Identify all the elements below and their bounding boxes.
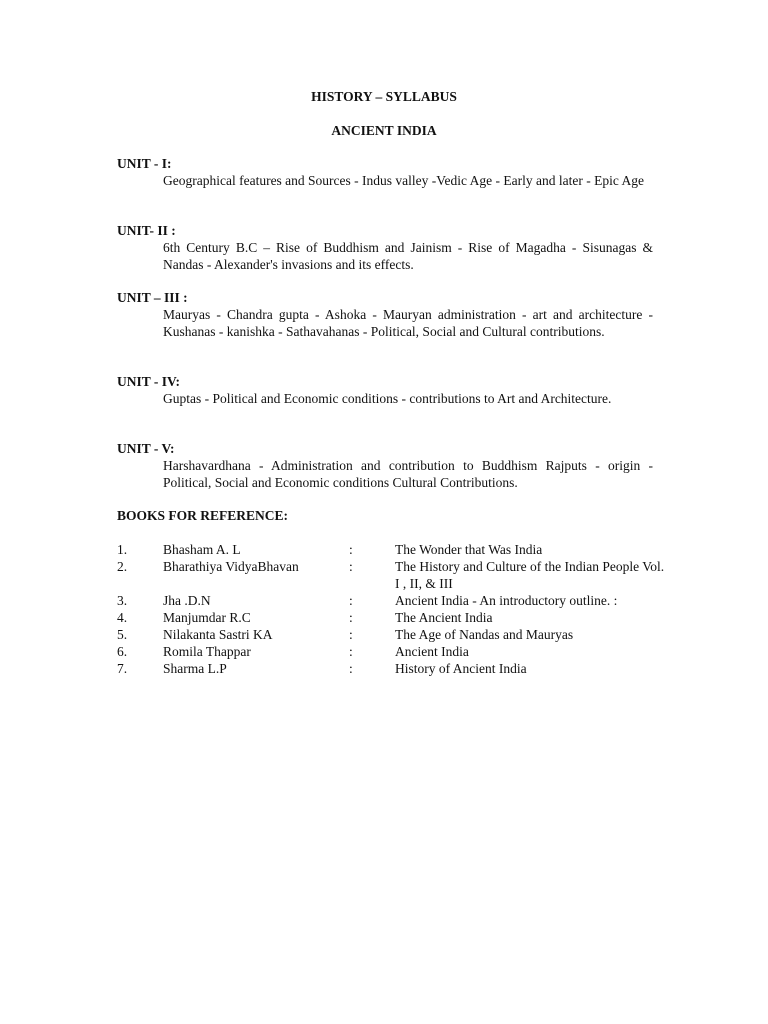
book-row [117, 558, 677, 592]
book-separator: : [349, 542, 353, 557]
book-separator: : [349, 610, 353, 625]
document-title: HISTORY – SYLLABUS [311, 89, 457, 104]
books-list [117, 541, 677, 677]
book-number: 2. [117, 559, 128, 574]
book-title: The Ancient India [395, 610, 493, 625]
book-title: The Wonder that Was India [395, 542, 543, 557]
unit-description: Harshavardhana - Administration and contribution to Buddhism Rajputs - origin - Political, Social and Economic conditions Cultural Contributions. [163, 458, 653, 490]
unit-3 [117, 289, 653, 340]
book-author: Jha .D.N [163, 593, 211, 608]
unit-heading: UNIT – III : [117, 290, 188, 305]
unit-description: Mauryas - Chandra gupta - Ashoka - Mauryan administration - art and architecture - Kushanas - kanishka - Sathavahanas - Political, Social and Cultural contributions. [163, 307, 653, 339]
book-title: Ancient India - An introductory outline. : [395, 593, 618, 608]
unit-description: 6th Century B.C – Rise of Buddhism and Jainism - Rise of Magadha - Sisunagas & Nandas - Alexander's invasions and its effects. [163, 240, 653, 272]
unit-2 [117, 222, 653, 273]
book-number: 1. [117, 542, 128, 557]
book-author: Bhasham A. L [163, 542, 241, 557]
book-row [117, 541, 677, 558]
book-author: Sharma L.P [163, 661, 227, 676]
unit-heading: UNIT - IV: [117, 374, 181, 389]
book-row [117, 660, 677, 677]
book-number: 3. [117, 593, 128, 608]
book-separator: : [349, 593, 353, 608]
book-author: Manjumdar R.C [163, 610, 251, 625]
book-title: Ancient India [395, 644, 469, 659]
book-row [117, 643, 677, 660]
book-row [117, 626, 677, 643]
book-title: The History and Culture of the Indian People Vol. I , II, & III [395, 559, 665, 591]
book-row [117, 609, 677, 626]
book-number: 7. [117, 661, 128, 676]
document-subtitle: ANCIENT INDIA [331, 123, 437, 138]
book-author: Romila Thappar [163, 644, 251, 659]
book-separator: : [349, 559, 353, 574]
book-title: History of Ancient India [395, 661, 527, 676]
unit-4 [117, 373, 653, 407]
book-separator: : [349, 627, 353, 642]
book-number: 6. [117, 644, 128, 659]
book-separator: : [349, 644, 353, 659]
unit-description: Guptas - Political and Economic conditions - contributions to Art and Architecture. [163, 391, 612, 406]
book-row [117, 592, 677, 609]
unit-5 [117, 440, 653, 491]
book-number: 5. [117, 627, 128, 642]
unit-1 [117, 155, 653, 189]
unit-heading: UNIT- II : [117, 223, 176, 238]
book-author: Bharathiya VidyaBhavan [163, 559, 299, 574]
unit-heading: UNIT - I: [117, 156, 172, 171]
book-author: Nilakanta Sastri KA [163, 627, 273, 642]
unit-description: Geographical features and Sources - Indus valley -Vedic Age - Early and later - Epic Age [163, 173, 644, 188]
books-heading: BOOKS FOR REFERENCE: [117, 508, 289, 523]
book-title: The Age of Nandas and Mauryas [395, 627, 574, 642]
book-separator: : [349, 661, 353, 676]
book-number: 4. [117, 610, 128, 625]
unit-heading: UNIT - V: [117, 441, 175, 456]
